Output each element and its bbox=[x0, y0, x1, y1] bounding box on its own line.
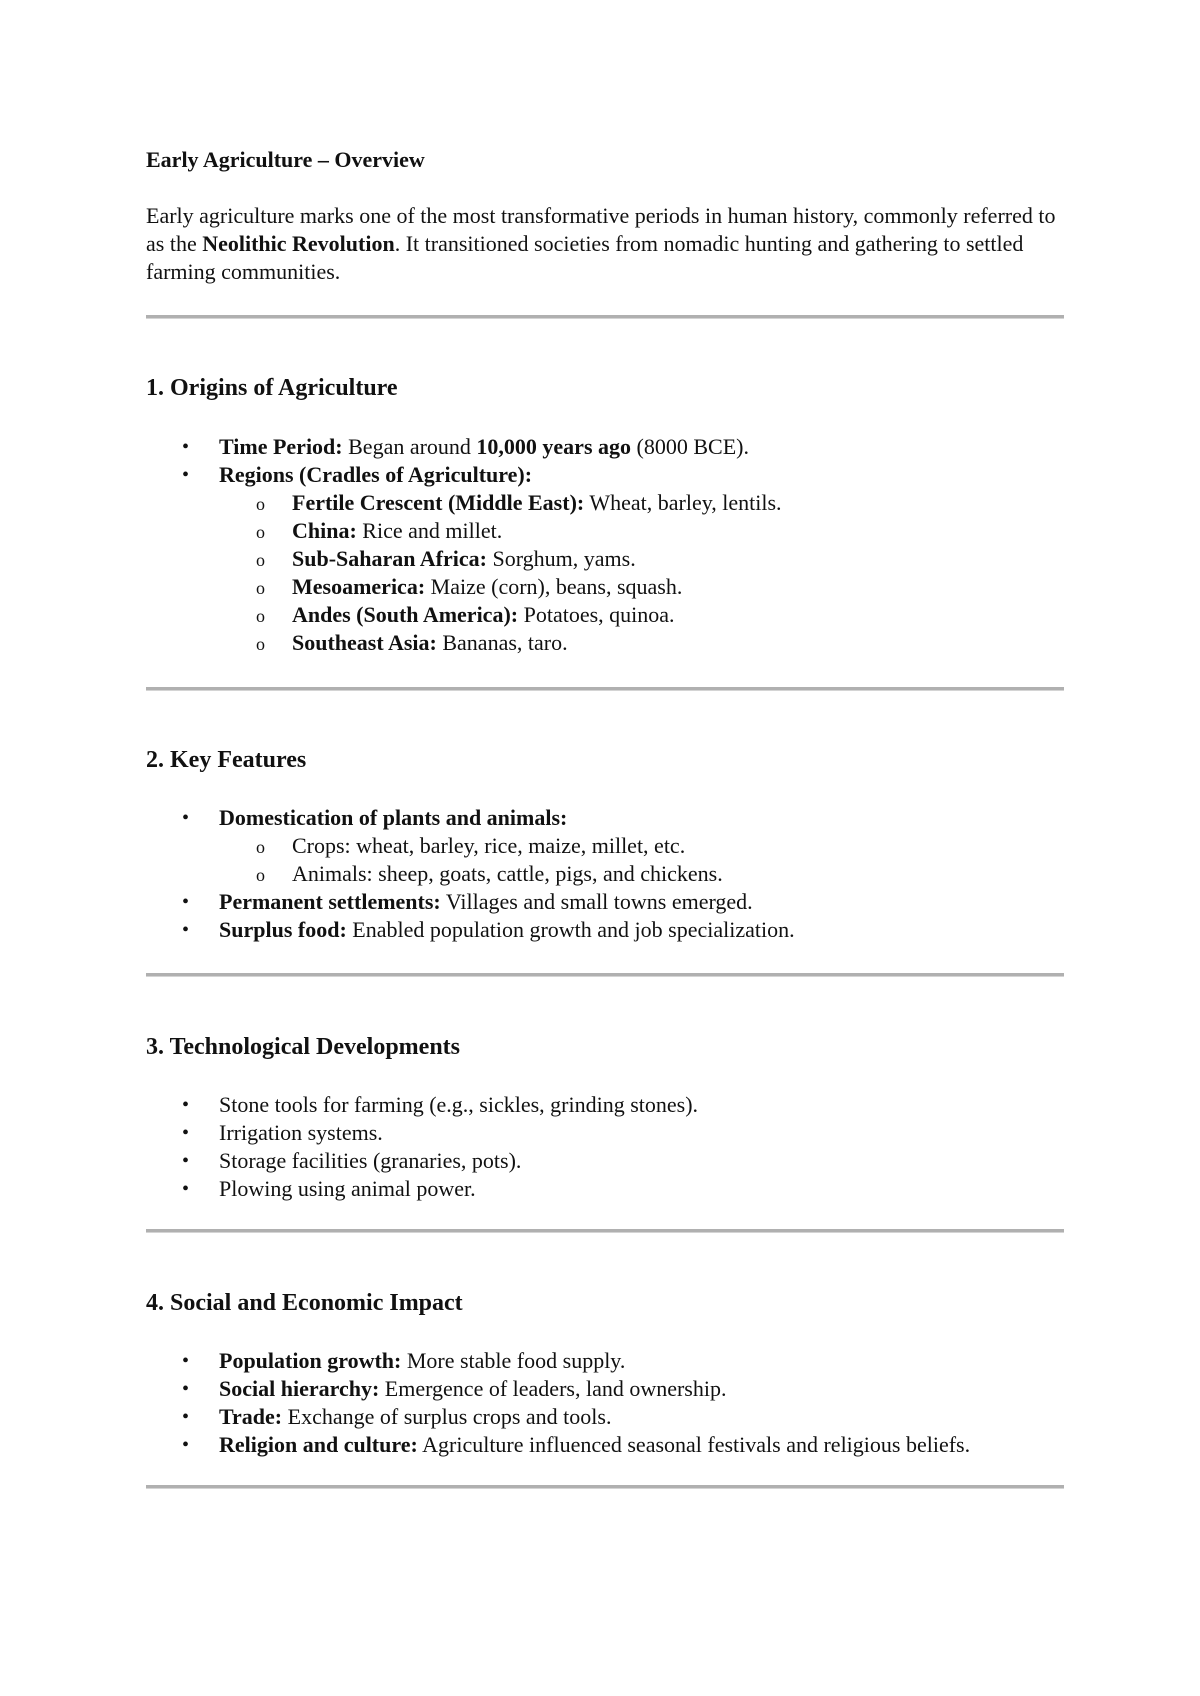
item-text: Maize (corn), beans, squash. bbox=[425, 574, 683, 599]
item-label: Regions (Cradles of Agriculture): bbox=[219, 462, 533, 487]
item-text: Stone tools for farming (e.g., sickles, grinding stones). bbox=[219, 1092, 699, 1117]
item-text: Bananas, taro. bbox=[436, 630, 568, 655]
divider bbox=[146, 315, 1064, 319]
bullet-icon: • bbox=[182, 919, 190, 941]
list-item bbox=[146, 1403, 1086, 1431]
sub-list-item bbox=[146, 489, 1086, 517]
sub-list-item bbox=[146, 832, 1086, 860]
list-item bbox=[146, 888, 1086, 916]
item-text: Villages and small towns emerged. bbox=[440, 889, 753, 914]
list-item bbox=[146, 1147, 1086, 1175]
item-text: Sorghum, yams. bbox=[486, 546, 636, 571]
circle-bullet-icon: o bbox=[256, 578, 265, 598]
item-text: Potatoes, quinoa. bbox=[518, 602, 675, 627]
sub-list-item bbox=[146, 860, 1086, 888]
item-label: Surplus food: bbox=[219, 917, 347, 942]
item-label: Population growth: bbox=[219, 1348, 402, 1373]
item-text: Exchange of surplus crops and tools. bbox=[282, 1404, 612, 1429]
circle-bullet-icon: o bbox=[256, 606, 265, 626]
item-text: Plowing using animal power. bbox=[219, 1176, 476, 1201]
item-label: Andes (South America): bbox=[292, 602, 519, 627]
item-text: Storage facilities (granaries, pots). bbox=[219, 1148, 522, 1173]
bullet-icon: • bbox=[182, 1150, 190, 1172]
list-item bbox=[146, 1175, 1086, 1203]
item-label: Mesoamerica: bbox=[292, 574, 426, 599]
sub-list-item bbox=[146, 601, 1086, 629]
item-text: Animals: sheep, goats, cattle, pigs, and chickens. bbox=[292, 861, 723, 886]
item-text: Rice and millet. bbox=[356, 518, 503, 543]
item-text: Irrigation systems. bbox=[219, 1120, 383, 1145]
divider bbox=[146, 687, 1064, 691]
section-heading: 3. Technological Developments bbox=[146, 1034, 461, 1060]
section-heading: 1. Origins of Agriculture bbox=[146, 375, 398, 401]
divider bbox=[146, 1229, 1064, 1233]
sub-list-item bbox=[146, 545, 1086, 573]
list-item bbox=[146, 916, 1086, 944]
item-label: Domestication of plants and animals: bbox=[219, 805, 568, 830]
intro-paragraph bbox=[146, 202, 1066, 286]
bullet-icon: • bbox=[182, 1434, 190, 1456]
intro-text-start: Early agriculture marks one of the most transformative periods in human history, commonly referred to as the bbox=[146, 203, 1056, 256]
bullet-icon: • bbox=[182, 807, 190, 829]
sub-list-item bbox=[146, 629, 1086, 657]
item-label: China: bbox=[292, 518, 357, 543]
circle-bullet-icon: o bbox=[256, 522, 265, 542]
item-text: Crops: wheat, barley, rice, maize, millet, etc. bbox=[292, 833, 686, 858]
bullet-icon: • bbox=[182, 1378, 190, 1400]
item-text: Enabled population growth and job specialization. bbox=[346, 917, 795, 942]
item-text: Began around bbox=[342, 434, 477, 459]
item-emphasis: 10,000 years ago bbox=[476, 434, 632, 459]
item-label: Social hierarchy: bbox=[219, 1376, 380, 1401]
circle-bullet-icon: o bbox=[256, 550, 265, 570]
list-item bbox=[146, 1431, 1086, 1459]
list-item bbox=[146, 1119, 1086, 1147]
document-title: Early Agriculture – Overview bbox=[146, 147, 425, 172]
item-text: Agriculture influenced seasonal festivals and religious beliefs. bbox=[417, 1432, 971, 1457]
bullet-icon: • bbox=[182, 436, 190, 458]
intro-bold-term: Neolithic Revolution bbox=[202, 231, 395, 256]
divider bbox=[146, 1485, 1064, 1489]
divider bbox=[146, 973, 1064, 977]
section-list bbox=[146, 1091, 1086, 1203]
item-label: Trade: bbox=[219, 1404, 283, 1429]
section-list bbox=[146, 1347, 1086, 1459]
item-text: Emergence of leaders, land ownership. bbox=[379, 1376, 727, 1401]
list-item bbox=[146, 1375, 1086, 1403]
bullet-icon: • bbox=[182, 1350, 190, 1372]
bullet-icon: • bbox=[182, 464, 190, 486]
bullet-icon: • bbox=[182, 891, 190, 913]
bullet-icon: • bbox=[182, 1406, 190, 1428]
bullet-icon: • bbox=[182, 1094, 190, 1116]
section-list bbox=[146, 433, 1086, 657]
item-text: More stable food supply. bbox=[401, 1348, 626, 1373]
bullet-icon: • bbox=[182, 1178, 190, 1200]
item-label: Time Period: bbox=[219, 434, 343, 459]
item-text: (8000 BCE). bbox=[631, 434, 749, 459]
sub-list-item bbox=[146, 573, 1086, 601]
circle-bullet-icon: o bbox=[256, 837, 265, 857]
intro-text-end: . It transitioned societies from nomadic hunting and gathering to settled farming communities. bbox=[146, 231, 1024, 284]
list-item bbox=[146, 461, 1086, 489]
section-heading: 2. Key Features bbox=[146, 747, 307, 773]
item-label: Permanent settlements: bbox=[219, 889, 441, 914]
item-label: Southeast Asia: bbox=[292, 630, 437, 655]
item-label: Sub-Saharan Africa: bbox=[292, 546, 487, 571]
item-label: Religion and culture: bbox=[219, 1432, 418, 1457]
item-text: Wheat, barley, lentils. bbox=[584, 490, 782, 515]
circle-bullet-icon: o bbox=[256, 865, 265, 885]
section-heading: 4. Social and Economic Impact bbox=[146, 1290, 463, 1316]
section-list bbox=[146, 804, 1086, 944]
bullet-icon: • bbox=[182, 1122, 190, 1144]
list-item bbox=[146, 804, 1086, 832]
circle-bullet-icon: o bbox=[256, 634, 265, 654]
sub-list-item bbox=[146, 517, 1086, 545]
list-item bbox=[146, 1347, 1086, 1375]
item-label: Fertile Crescent (Middle East): bbox=[292, 490, 585, 515]
circle-bullet-icon: o bbox=[256, 494, 265, 514]
list-item bbox=[146, 433, 1086, 461]
list-item bbox=[146, 1091, 1086, 1119]
